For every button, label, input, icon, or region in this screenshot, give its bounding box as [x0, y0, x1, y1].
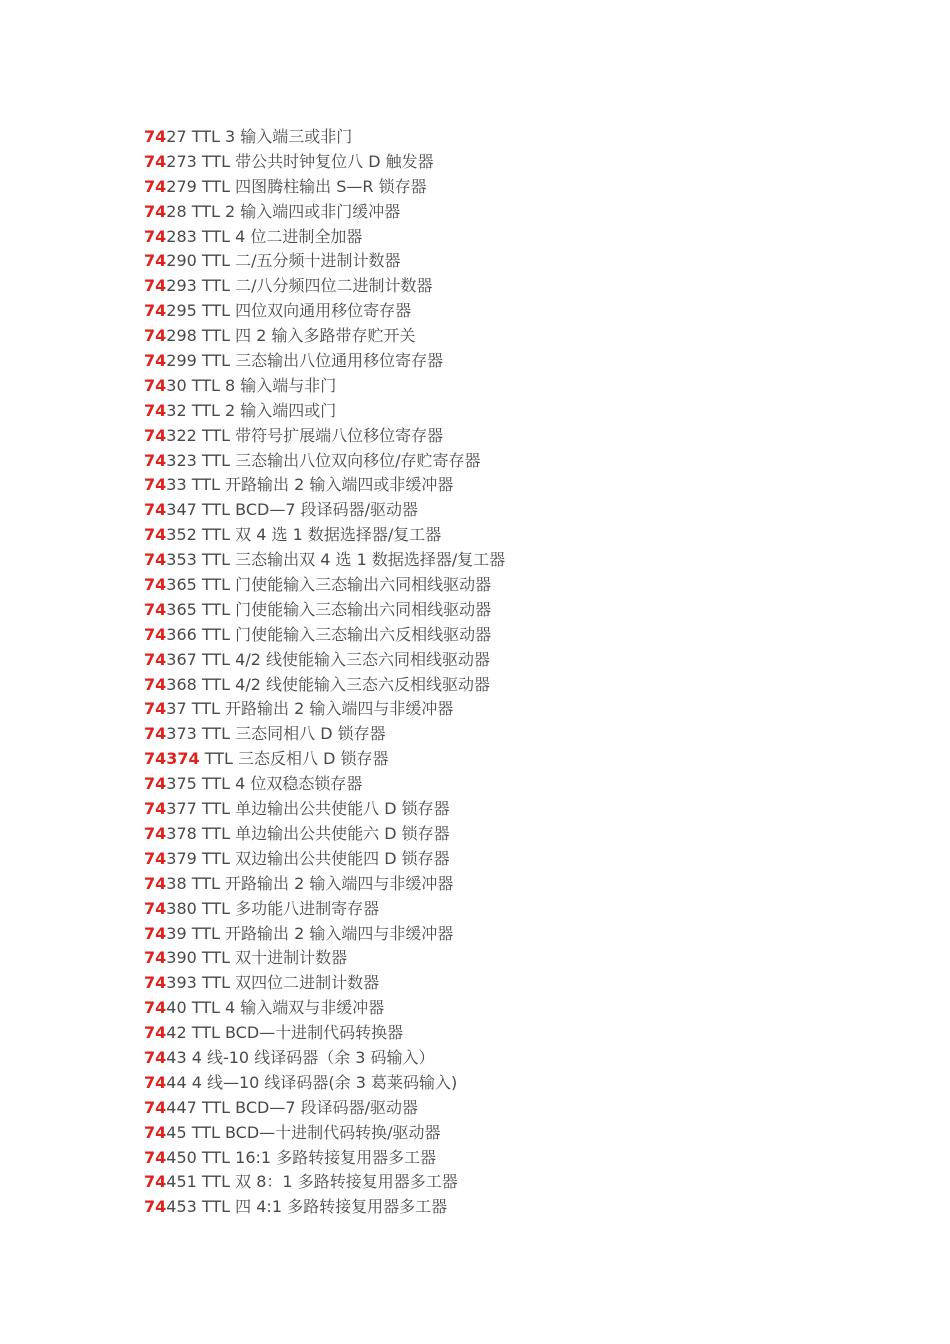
- chip-prefix: 74: [144, 1047, 167, 1067]
- chip-prefix: 74: [144, 649, 167, 669]
- chip-prefix: 74: [144, 823, 167, 843]
- chip-description: 298 TTL 四 2 输入多路带存贮开关: [166, 326, 416, 346]
- chip-prefix: 74: [144, 998, 167, 1018]
- chip-prefix: 74: [144, 873, 167, 893]
- list-item: [144, 648, 505, 673]
- list-item: [144, 374, 505, 399]
- chip-prefix: 74: [144, 923, 167, 943]
- chip-prefix: 74: [144, 599, 167, 619]
- list-item: [144, 822, 505, 847]
- chip-prefix: 74: [144, 948, 167, 968]
- chip-list: [144, 125, 505, 1220]
- list-item: [144, 1096, 505, 1121]
- list-item: [144, 996, 505, 1021]
- chip-description: 38 TTL 开路输出 2 输入端四与非缓冲器: [166, 873, 454, 893]
- chip-prefix: 74: [144, 749, 167, 769]
- list-item: [144, 922, 505, 947]
- chip-description: 42 TTL BCD—十进制代码转换器: [166, 1023, 404, 1043]
- list-item: [144, 1146, 505, 1171]
- list-item: [144, 722, 505, 747]
- chip-prefix: 74: [144, 550, 167, 570]
- chip-prefix: 74: [144, 1197, 167, 1217]
- chip-description: 37 TTL 开路输出 2 输入端四与非缓冲器: [166, 699, 454, 719]
- chip-prefix: 74: [144, 400, 167, 420]
- list-item: [144, 200, 505, 225]
- list-item: [144, 548, 505, 573]
- chip-prefix: 74: [144, 973, 167, 993]
- list-item: [144, 772, 505, 797]
- chip-description: 451 TTL 双 8：1 多路转接复用器多工器: [166, 1172, 458, 1192]
- chip-description: 375 TTL 4 位双稳态锁存器: [166, 774, 363, 794]
- chip-description: 27 TTL 3 输入端三或非门: [166, 127, 353, 146]
- list-item: [144, 697, 505, 722]
- chip-description: 373 TTL 三态同相八 D 锁存器: [166, 724, 386, 744]
- chip-description: 379 TTL 双边输出公共使能四 D 锁存器: [166, 848, 450, 868]
- chip-description: 323 TTL 三态输出八位双向移位/存贮寄存器: [166, 450, 481, 470]
- chip-description: 290 TTL 二/五分频十进制计数器: [166, 251, 401, 271]
- chip-description: 44 4 线—10 线译码器(余 3 葛莱码输入): [166, 1072, 458, 1092]
- chip-highlight: 374: [166, 749, 200, 769]
- chip-description: 380 TTL 多功能八进制寄存器: [166, 898, 380, 918]
- list-item: [144, 1170, 505, 1195]
- list-item: [144, 324, 505, 349]
- chip-prefix: 74: [144, 425, 167, 445]
- list-item: [144, 399, 505, 424]
- list-item: [144, 274, 505, 299]
- chip-description: 32 TTL 2 输入端四或门: [166, 400, 337, 420]
- list-item: [144, 598, 505, 623]
- chip-prefix: 74: [144, 848, 167, 868]
- chip-prefix: 74: [144, 674, 167, 694]
- chip-prefix: 74: [144, 251, 167, 271]
- chip-description: 368 TTL 4/2 线使能输入三态六反相线驱动器: [166, 674, 490, 694]
- chip-description: 447 TTL BCD—7 段译码器/驱动器: [166, 1097, 419, 1117]
- list-item: [144, 623, 505, 648]
- chip-prefix: 74: [144, 450, 167, 470]
- list-item: [144, 847, 505, 872]
- list-item: [144, 498, 505, 523]
- chip-prefix: 74: [144, 351, 167, 371]
- chip-prefix: 74: [144, 151, 167, 171]
- list-item: [144, 1046, 505, 1071]
- chip-description: 352 TTL 双 4 选 1 数据选择器/复工器: [166, 525, 442, 545]
- chip-prefix: 74: [144, 500, 167, 520]
- chip-description: 393 TTL 双四位二进制计数器: [166, 973, 380, 993]
- chip-description: 378 TTL 单边输出公共使能六 D 锁存器: [166, 823, 450, 843]
- list-item: [144, 523, 505, 548]
- list-item: [144, 673, 505, 698]
- chip-prefix: 74: [144, 226, 167, 246]
- chip-description: 299 TTL 三态输出八位通用移位寄存器: [166, 351, 444, 371]
- chip-description: 279 TTL 四图腾柱输出 S—R 锁存器: [166, 176, 427, 196]
- list-item: [144, 249, 505, 274]
- chip-prefix: 74: [144, 624, 167, 644]
- list-item: [144, 349, 505, 374]
- list-item: [144, 175, 505, 200]
- chip-description: 33 TTL 开路输出 2 输入端四或非缓冲器: [166, 475, 454, 495]
- chip-description: 450 TTL 16:1 多路转接复用器多工器: [166, 1147, 437, 1167]
- chip-description: 377 TTL 单边输出公共使能八 D 锁存器: [166, 799, 450, 819]
- chip-description: 28 TTL 2 输入端四或非门缓冲器: [166, 201, 401, 221]
- chip-prefix: 74: [144, 276, 167, 296]
- chip-prefix: 74: [144, 575, 167, 595]
- chip-description: 295 TTL 四位双向通用移位寄存器: [166, 301, 412, 321]
- chip-description: 453 TTL 四 4:1 多路转接复用器多工器: [166, 1197, 448, 1217]
- chip-prefix: 74: [144, 201, 167, 221]
- list-item: [144, 225, 505, 250]
- chip-description: 390 TTL 双十进制计数器: [166, 948, 348, 968]
- chip-prefix: 74: [144, 699, 167, 719]
- list-item: [144, 424, 505, 449]
- chip-description: 45 TTL BCD—十进制代码转换/驱动器: [166, 1122, 441, 1142]
- chip-prefix: 74: [144, 375, 167, 395]
- chip-description: 322 TTL 带符号扩展端八位移位寄存器: [166, 425, 444, 445]
- chip-prefix: 74: [144, 774, 167, 794]
- chip-prefix: 74: [144, 1072, 167, 1092]
- chip-description: 30 TTL 8 输入端与非门: [166, 375, 337, 395]
- chip-description: 283 TTL 4 位二进制全加器: [166, 226, 363, 246]
- chip-prefix: 74: [144, 1172, 167, 1192]
- chip-prefix: 74: [144, 724, 167, 744]
- chip-prefix: 74: [144, 799, 167, 819]
- chip-prefix: 74: [144, 525, 167, 545]
- chip-description: 366 TTL 门使能输入三态输出六反相线驱动器: [166, 624, 492, 644]
- chip-prefix: 74: [144, 1147, 167, 1167]
- chip-description: 40 TTL 4 输入端双与非缓冲器: [166, 998, 385, 1018]
- chip-prefix: 74: [144, 1097, 167, 1117]
- list-item: [144, 150, 505, 175]
- list-item: [144, 125, 505, 150]
- chip-description: 347 TTL BCD—7 段译码器/驱动器: [166, 500, 419, 520]
- chip-prefix: 74: [144, 301, 167, 321]
- list-item: [144, 946, 505, 971]
- chip-description: TTL 三态反相八 D 锁存器: [199, 749, 389, 769]
- list-item: [144, 299, 505, 324]
- chip-prefix: 74: [144, 176, 167, 196]
- chip-description: 367 TTL 4/2 线使能输入三态六同相线驱动器: [166, 649, 490, 669]
- list-item: [144, 1071, 505, 1096]
- list-item: [144, 1121, 505, 1146]
- chip-description: 273 TTL 带公共时钟复位八 D 触发器: [166, 151, 434, 171]
- list-item: [144, 971, 505, 996]
- chip-description: 365 TTL 门使能输入三态输出六同相线驱动器: [166, 599, 492, 619]
- list-item: [144, 872, 505, 897]
- chip-prefix: 74: [144, 1122, 167, 1142]
- list-item: [144, 573, 505, 598]
- chip-description: 353 TTL 三态输出双 4 选 1 数据选择器/复工器: [166, 550, 506, 570]
- chip-description: 43 4 线-10 线译码器（余 3 码输入）: [166, 1047, 435, 1067]
- chip-description: 293 TTL 二/八分频四位二进制计数器: [166, 276, 433, 296]
- list-item: [144, 797, 505, 822]
- list-item: [144, 1021, 505, 1046]
- list-item: [144, 473, 505, 498]
- list-item: [144, 747, 505, 772]
- chip-prefix: 74: [144, 475, 167, 495]
- chip-prefix: 74: [144, 127, 167, 146]
- chip-prefix: 74: [144, 326, 167, 346]
- chip-prefix: 74: [144, 1023, 167, 1043]
- chip-description: 365 TTL 门使能输入三态输出六同相线驱动器: [166, 575, 492, 595]
- list-item: [144, 897, 505, 922]
- chip-description: 39 TTL 开路输出 2 输入端四与非缓冲器: [166, 923, 454, 943]
- chip-prefix: 74: [144, 898, 167, 918]
- list-item: [144, 449, 505, 474]
- list-item: [144, 1195, 505, 1220]
